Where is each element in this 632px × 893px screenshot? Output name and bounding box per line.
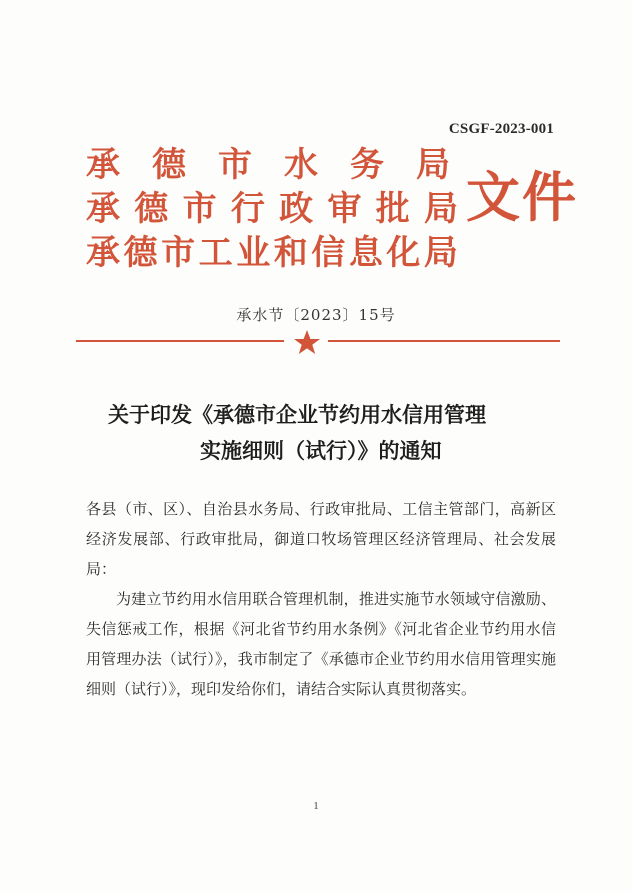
document-type-label: 文件 xyxy=(466,165,578,229)
title-line-2: 实施细则（试行）》的通知 xyxy=(200,438,442,463)
notice-body xyxy=(86,494,556,704)
document-code: CSGF-2023-001 xyxy=(448,121,554,137)
issuer-water-bureau: 承 德 市 水 务 局 xyxy=(86,145,450,185)
document-number: 承水节〔2023〕15号 xyxy=(236,306,396,324)
red-divider-right xyxy=(328,340,560,342)
red-divider-left xyxy=(76,340,284,342)
body-paragraph: 为建立节约用水信用联合管理机制，推进实施节水领域守信激励、失信惩戒工作，根据《河北省节约用水条例》《河北省企业节约用水信用管理办法（试行）》，我市制定了《承德市企业节约用水信用管理实施细则（试行）》，现印发给你们，请结合实际认真贯彻落实。 xyxy=(86,590,556,698)
issuing-authorities xyxy=(86,143,458,275)
issuer-administrative-approval-bureau: 承 德 市 行 政 审 批 局 xyxy=(86,189,458,229)
red-star-icon xyxy=(292,329,322,355)
title-line-1: 关于印发《承德市企业节约用水信用管理 xyxy=(108,402,486,427)
page-number: 1 xyxy=(313,800,319,812)
notice-title xyxy=(108,397,548,469)
issuer-industry-it-bureau: 承 德 市 工 业 和 信 息 化 局 xyxy=(86,233,458,273)
recipients-text: 各县（市、区）、自治县水务局、行政审批局、工信主管部门，高新区经济发展部、行政审批局，御道口牧场管理区经济管理局、社会发展局： xyxy=(86,500,556,578)
